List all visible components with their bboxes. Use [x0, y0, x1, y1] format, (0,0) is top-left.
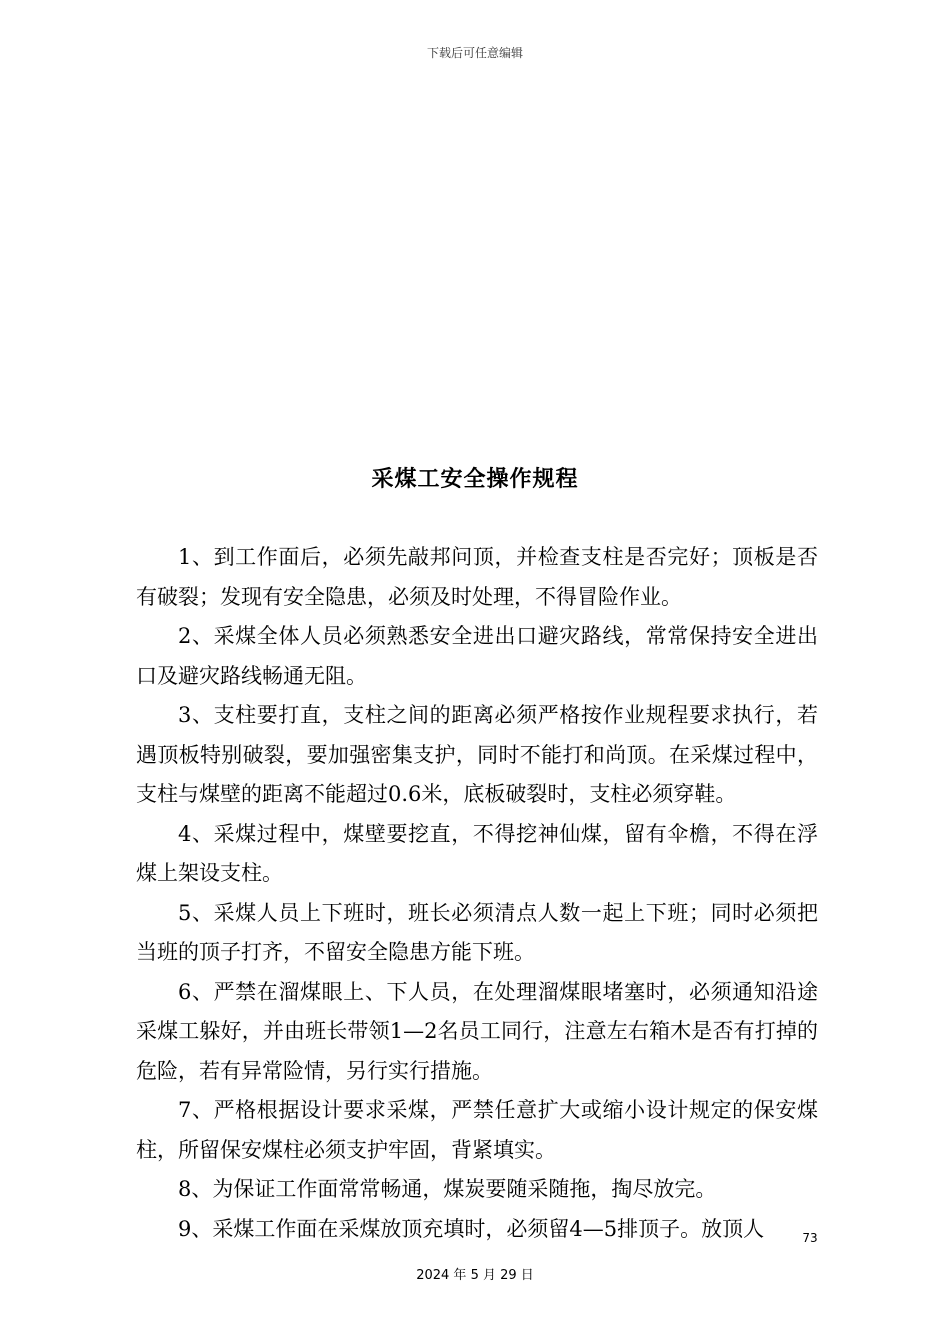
paragraph-1: 1、到工作面后，必须先敲邦问顶，并检查支柱是否完好；顶板是否有破裂；发现有安全隐患，必须及时处理，不得冒险作业。 — [136, 545, 818, 609]
paragraph-5: 5、采煤人员上下班时，班长必须清点人数一起上下班；同时必须把当班的顶子打齐，不留安全隐患方能下班。 — [136, 900, 818, 964]
paragraph-6: 6、严禁在溜煤眼上、下人员，在处理溜煤眼堵塞时，必须通知沿途采煤工躲好，并由班长带领1—2名员工同行，注意左右箱木是否有打掉的危险，若有异常险情，另行实行措施。 — [136, 979, 818, 1083]
paragraph-3: 3、支柱要打直，支柱之间的距离必须严格按作业规程要求执行，若遇顶板特别破裂，要加强密集支护，同时不能打和尚顶。在采煤过程中，支柱与煤壁的距离不能超过0.6米，底板破裂时，支柱必须穿鞋。 — [136, 703, 818, 806]
paragraph-9: 9、采煤工作面在采煤放顶充填时，必须留4—5排顶子。放顶人 — [178, 1216, 765, 1241]
paragraph-7: 7、严格根据设计要求采煤，严禁任意扩大或缩小设计规定的保安煤柱，所留保安煤柱必须支护牢固，背紧填实。 — [136, 1098, 818, 1162]
footer-date: 2024 年 5 月 29 日 — [416, 1268, 534, 1283]
page-number: 73 — [802, 1231, 818, 1245]
document-body — [136, 538, 818, 1249]
paragraph-8: 8、为保证工作面常常畅通，煤炭要随采随拖，掏尽放完。 — [178, 1177, 717, 1201]
paragraph-2: 2、采煤全体人员必须熟悉安全进出口避灾路线，常常保持安全进出口及避灾路线畅通无阻。 — [136, 624, 818, 688]
paragraph-4: 4、采煤过程中，煤壁要挖直，不得挖神仙煤，留有伞檐，不得在浮煤上架设支柱。 — [136, 821, 818, 885]
header-note: 下载后可任意编辑 — [426, 46, 523, 60]
document-title: 采煤工安全操作规程 — [371, 467, 579, 492]
